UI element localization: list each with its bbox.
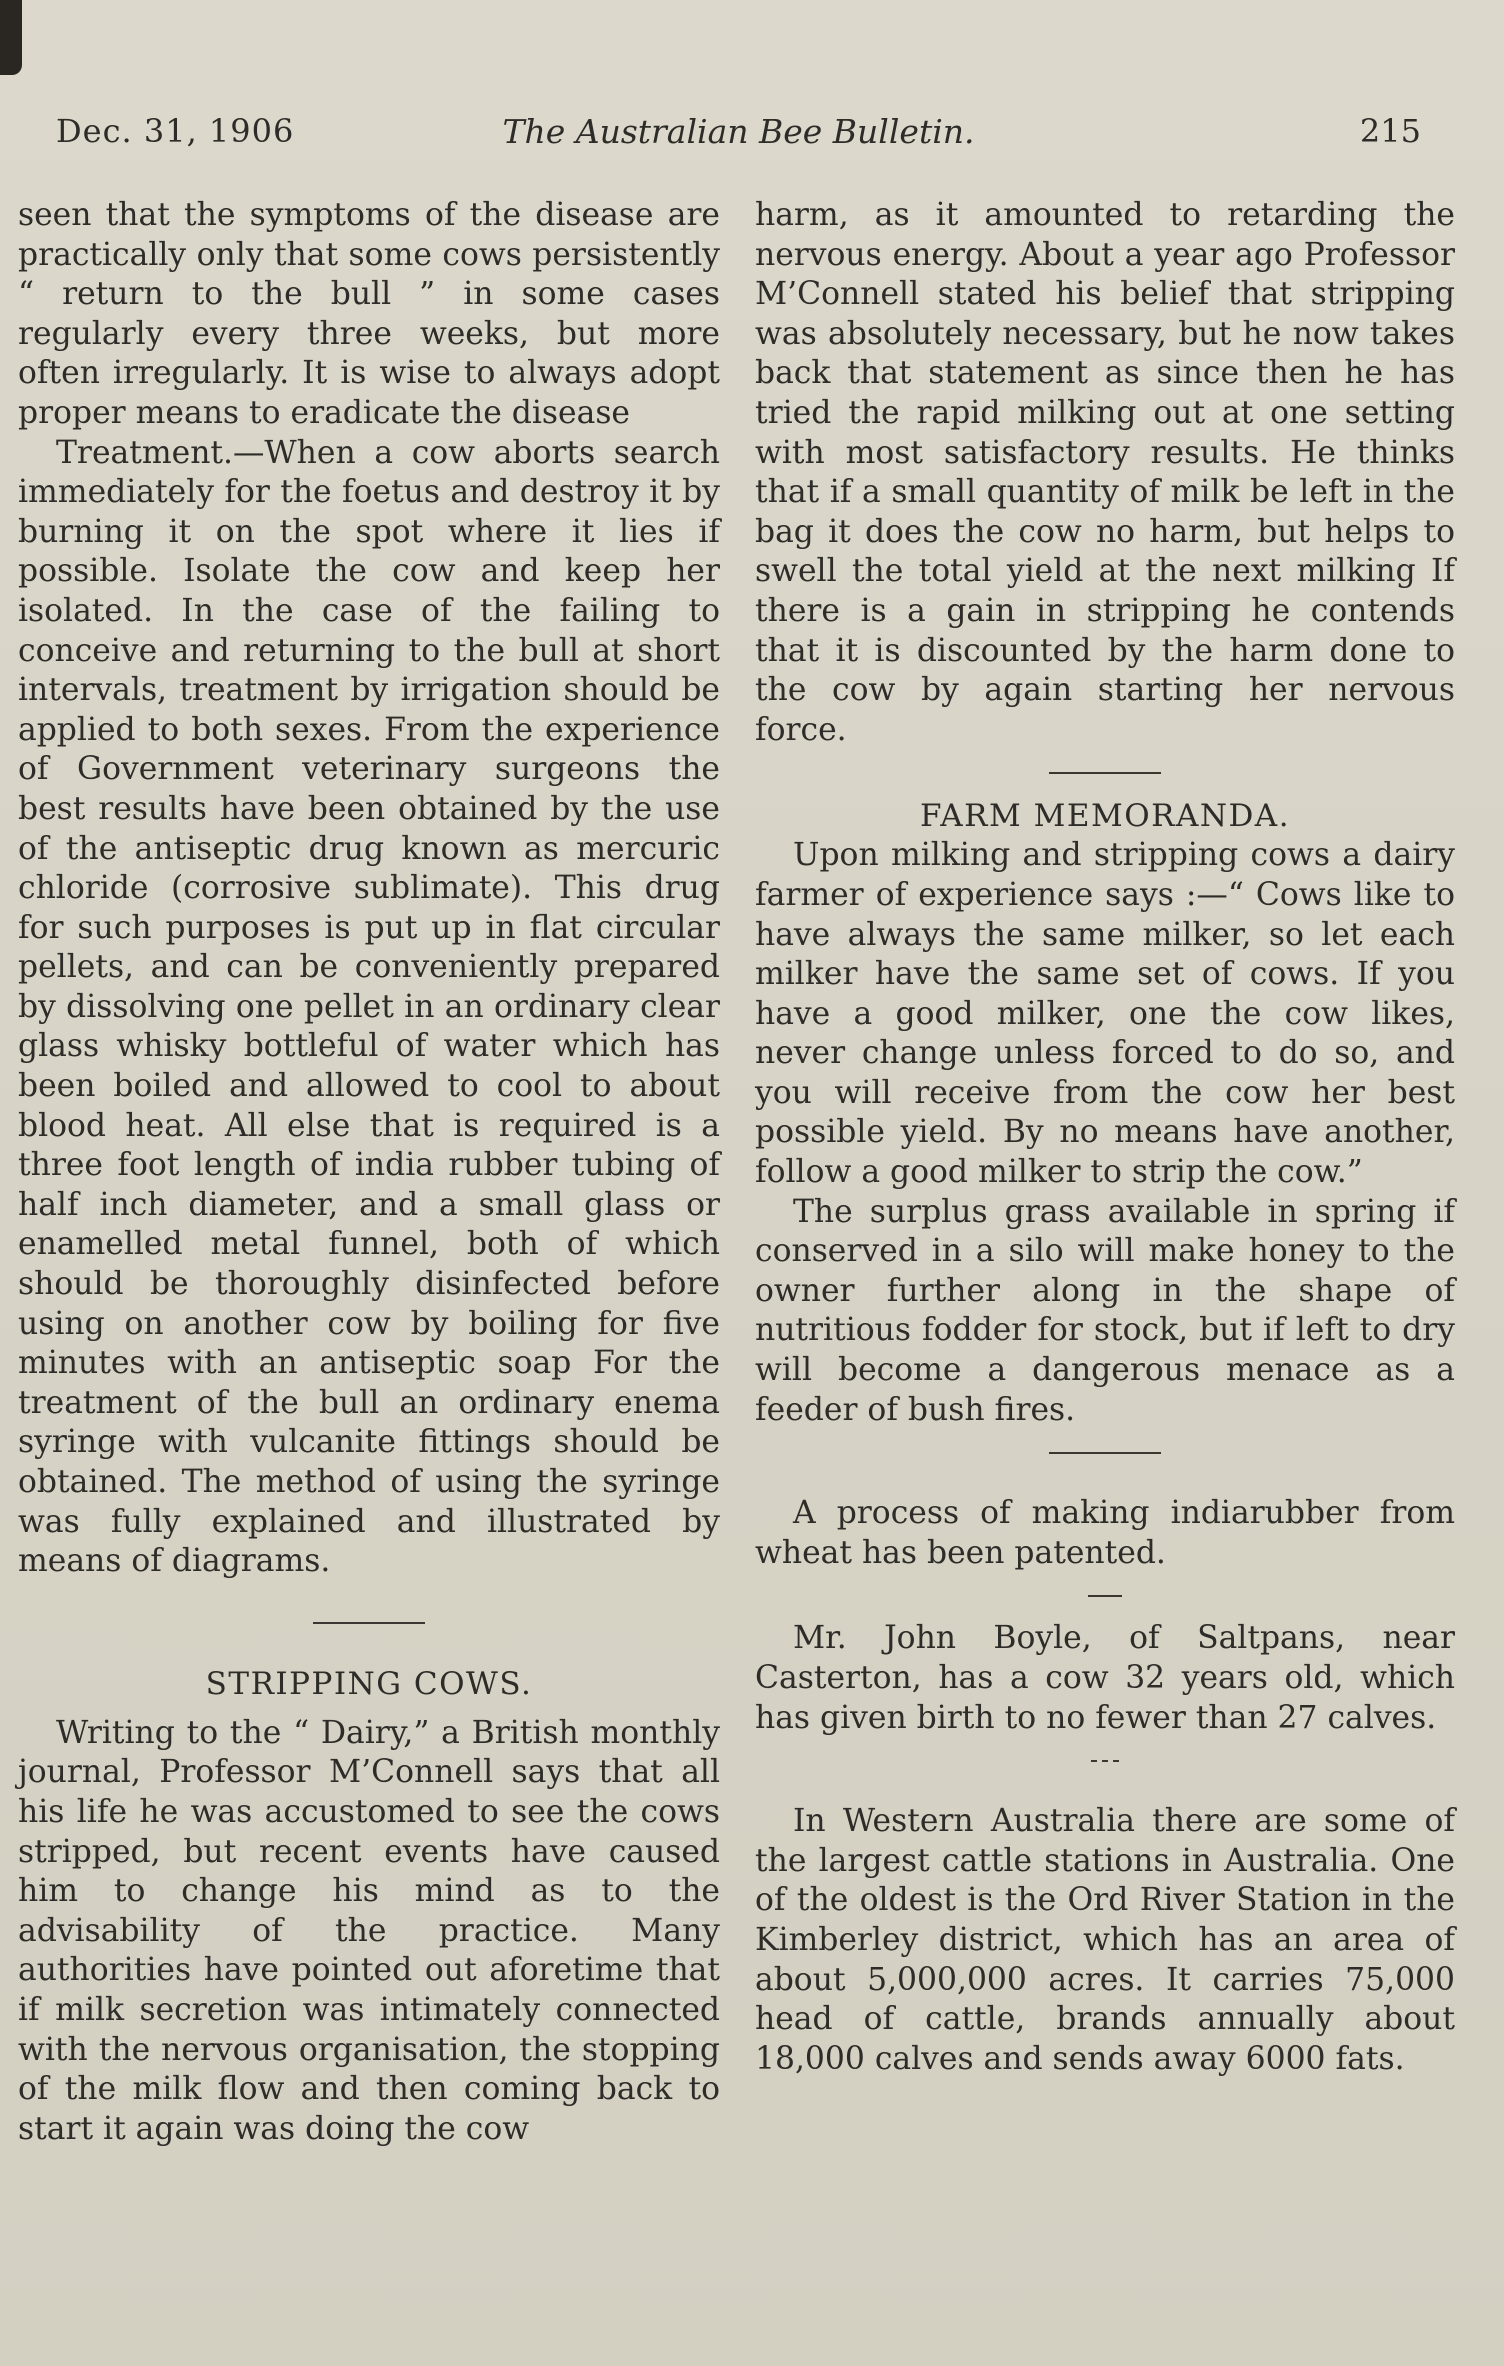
- publication-title: The Australian Bee Bulletin.: [502, 112, 975, 151]
- right-paragraph-western-australia: In Western Australia there are some of the largest cattle stations in Australia. One of the oldest is the Ord River Station in the Kimberley district, which has an area of about 5,000,000 acres. It carries 75,000 head of cattle, brands annually about 18,000 calves and sends away 6000 fats.: [755, 1803, 1455, 2077]
- heading-farm-memoranda: FARM MEMORANDA.: [919, 798, 1291, 835]
- right-column: [755, 196, 1455, 2079]
- heading-stripping-cows: STRIPPING COWS.: [205, 1665, 533, 1702]
- left-paragraph-treatment: Treatment.—When a cow aborts search immediately for the foetus and destroy it by burning it on the spot where it lies if possible. Isolate the cow and keep her isolated. In the case of the failing to conceive and returning to the bull at short intervals, treatment by irrigation should be applied to both sexes. From the experience of Government veterinary surgeons the best results have been obtained by the use of the antiseptic drug known as mercuric chloride (corrosive sublimate). This drug for such purposes is put up in flat circular pellets, and can be conveniently prepared by dissolving one pellet in an ordinary clear glass whisky bottleful of water which has been boiled and allowed to cool to about blood heat. All else that is required is a three foot length of india rubber tubing of half inch diameter, and a small glass or enamelled metal funnel, both of which should be thoroughly disinfected before using on another cow by boiling for five minutes with an antiseptic soap For the treatment of the bull an ordinary enema syringe with vulcanite fittings should be obtained. The method of using the syringe was fully explained and illustrated by means of diagrams.: [18, 434, 720, 1580]
- right-paragraph-1: harm, as it amounted to retarding the nervous energy. About a year ago Professor M’Connell stated his belief that stripping was absolutely necessary, but he now takes back that statement as since then he has tried the rapid milking out at one setting with most satisfactory results. He thinks that if a small quantity of milk be left in the bag it does the cow no harm, but helps to swell the total yield at the next milking If there is a gain in stripping he contends that it is discounted by the harm done to the cow by again starting her nervous force.: [755, 197, 1455, 748]
- left-column: [18, 196, 720, 2149]
- right-paragraph-surplus-grass: The surplus grass available in spring if conserved in a silo will make honey to the owner further along in the shape of nutritious fodder for stock, but if left to dry will become a dangerous menace as a feeder of bush fires.: [755, 1193, 1455, 1428]
- page-header: [56, 112, 1421, 162]
- left-paragraph-stripping: Writing to the “ Dairy,” a British monthly journal, Professor M’Connell says that all his life he was accustomed to see the cows stripped, but recent events have caused him to change his mind as to the advisability of the practice. Many authorities have pointed out aforetime that if milk secretion was intimately connected with the nervous organisation, the stopping of the milk flow and then coming back to start it again was doing the cow: [18, 1714, 720, 2147]
- right-paragraph-indiarubber: A process of making indiarubber from wheat has been patented.: [755, 1495, 1455, 1571]
- right-paragraph-dairy-farmer: Upon milking and stripping cows a dairy farmer of experience says :—“ Cows like to have always the same milker, so let each milker have the same set of cows. If you have a good milker, one the cow likes, never change unless forced to do so, and you will receive from the cow her best possible yield. By no means have another, follow a good milker to strip the cow.”: [755, 837, 1455, 1191]
- issue-date: Dec. 31, 1906: [56, 112, 295, 150]
- right-paragraph-john-boyle: Mr. John Boyle, of Saltpans, near Casterton, has a cow 32 years old, which has given birth to no fewer than 27 calves.: [755, 1620, 1455, 1736]
- page-number: 215: [1359, 112, 1421, 150]
- torn-corner-mark: [0, 0, 22, 75]
- left-paragraph-1: seen that the symptoms of the disease are practically only that some cows persistently “ return to the bull ” in some cases regularly every three weeks, but more often irregularly. It is wise to always adopt proper means to eradicate the disease: [18, 197, 720, 431]
